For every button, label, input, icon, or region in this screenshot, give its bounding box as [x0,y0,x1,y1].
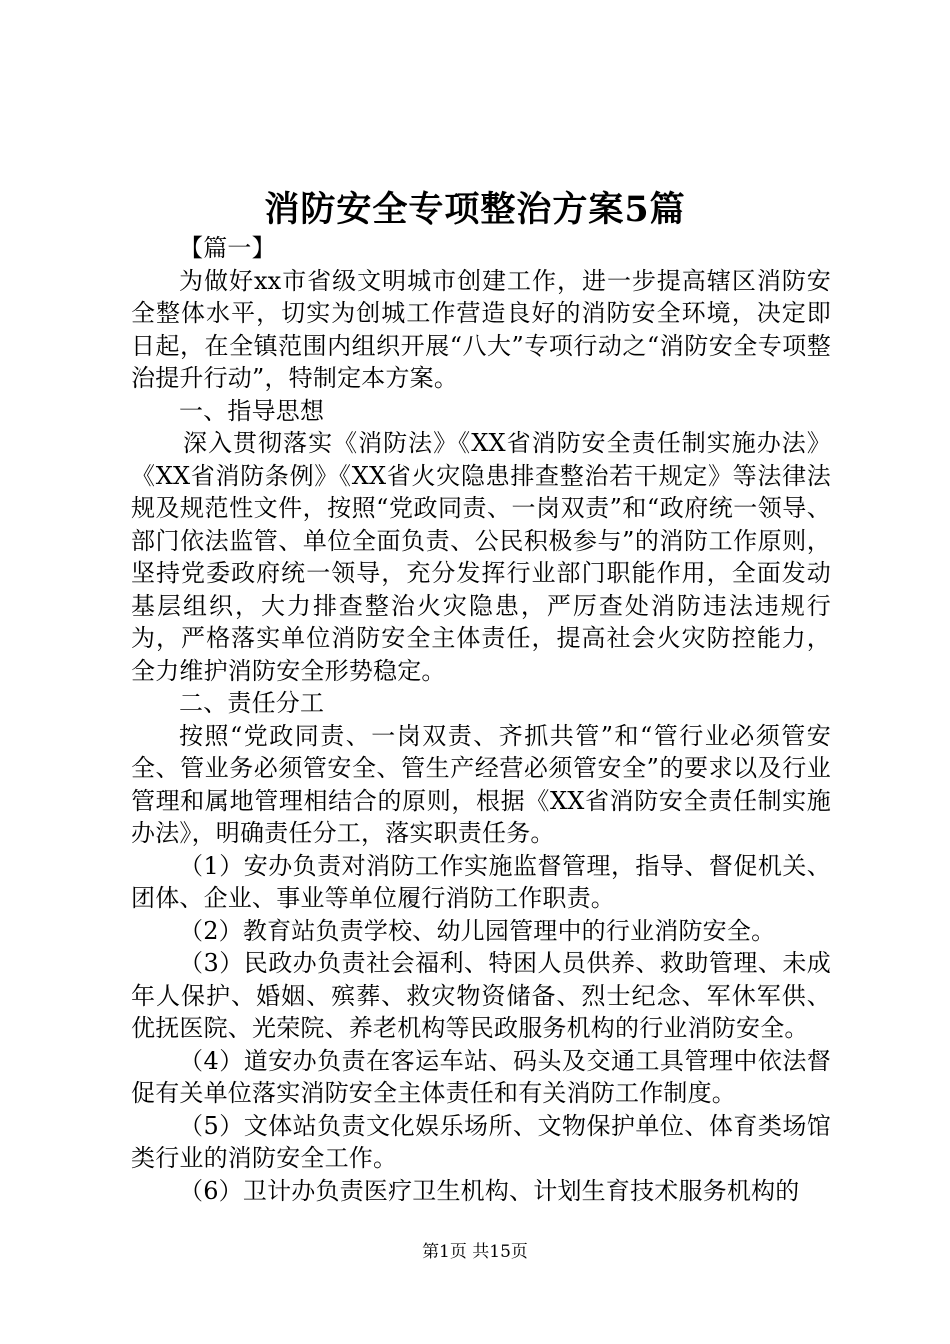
page-footer: 第1页 共15页 [422,1242,528,1262]
guiding-ideology-paragraph: 深入贯彻落实《消防法》《XX省消防安全责任制实施办法》《XX省消防条例》《XX省火灾隐患排查整治若干规定》等法律法规及规范性文件，按照“党政同责、一岗双责”和“政府统一领导、部门依法监管、单位全面负责、公民积极参与”的消防工作原则，坚持党委政府统一领导，充分发挥行业部门职能作用，全面发动基层组织，大力排查整治火灾隐患，严厉查处消防违法违规行为，严格落实单位消防安全主体责任，提高社会火灾防控能力，全力维护消防安全形势稳定。 [131,429,831,685]
list-item: （2）教育站负责学校、幼儿园管理中的行业消防安全。 [179,916,776,945]
document-title: 消防安全专项整治方案5篇 [264,189,686,230]
responsibilities-paragraph: 按照“党政同责、一岗双责、齐抓共管”和“管行业必须管安全、管业务必须管安全、管生产经营必须管安全”的要求以及行业管理和属地管理相结合的原则，根据《XX省消防安全责任制实施办法》，明确责任分工，落实职责任务。 [131,721,831,847]
list-item: （3）民政办负责社会福利、特困人员供养、救助管理、未成年人保护、婚姻、殡葬、救灾物资储备、烈士纪念、军休军供、优抚医院、光荣院、养老机构等民政服务机构的行业消防安全。 [131,949,831,1042]
list-item: （1）安办负责对消防工作实施监督管理，指导、督促机关、团体、企业、事业等单位履行消防工作职责。 [131,851,831,912]
document-body [131,232,831,1207]
list-item: （4）道安办负责在客运车站、码头及交通工具管理中依法督促有关单位落实消防安全主体责任和有关消防工作制度。 [131,1046,831,1107]
list-item: （6）卫计办负责医疗卫生机构、计划生育技术服务机构的 [179,1176,800,1205]
section-heading-responsibilities: 二、责任分工 [179,689,325,717]
section-heading-guiding-ideology: 一、指导思想 [179,396,325,425]
intro-paragraph: 为做好xx市省级文明城市创建工作，进一步提高辖区消防安全整体水平，切实为创城工作营造良好的消防安全环境，决定即日起，在全镇范围内组织开展“八大”专项行动之“消防安全专项整治提升行动”，特制定本方案。 [131,266,831,392]
chapter-heading: 【篇一】 [179,234,276,262]
list-item: （5）文体站负责文化娱乐场所、文物保护单位、体育类场馆类行业的消防安全工作。 [131,1111,831,1172]
